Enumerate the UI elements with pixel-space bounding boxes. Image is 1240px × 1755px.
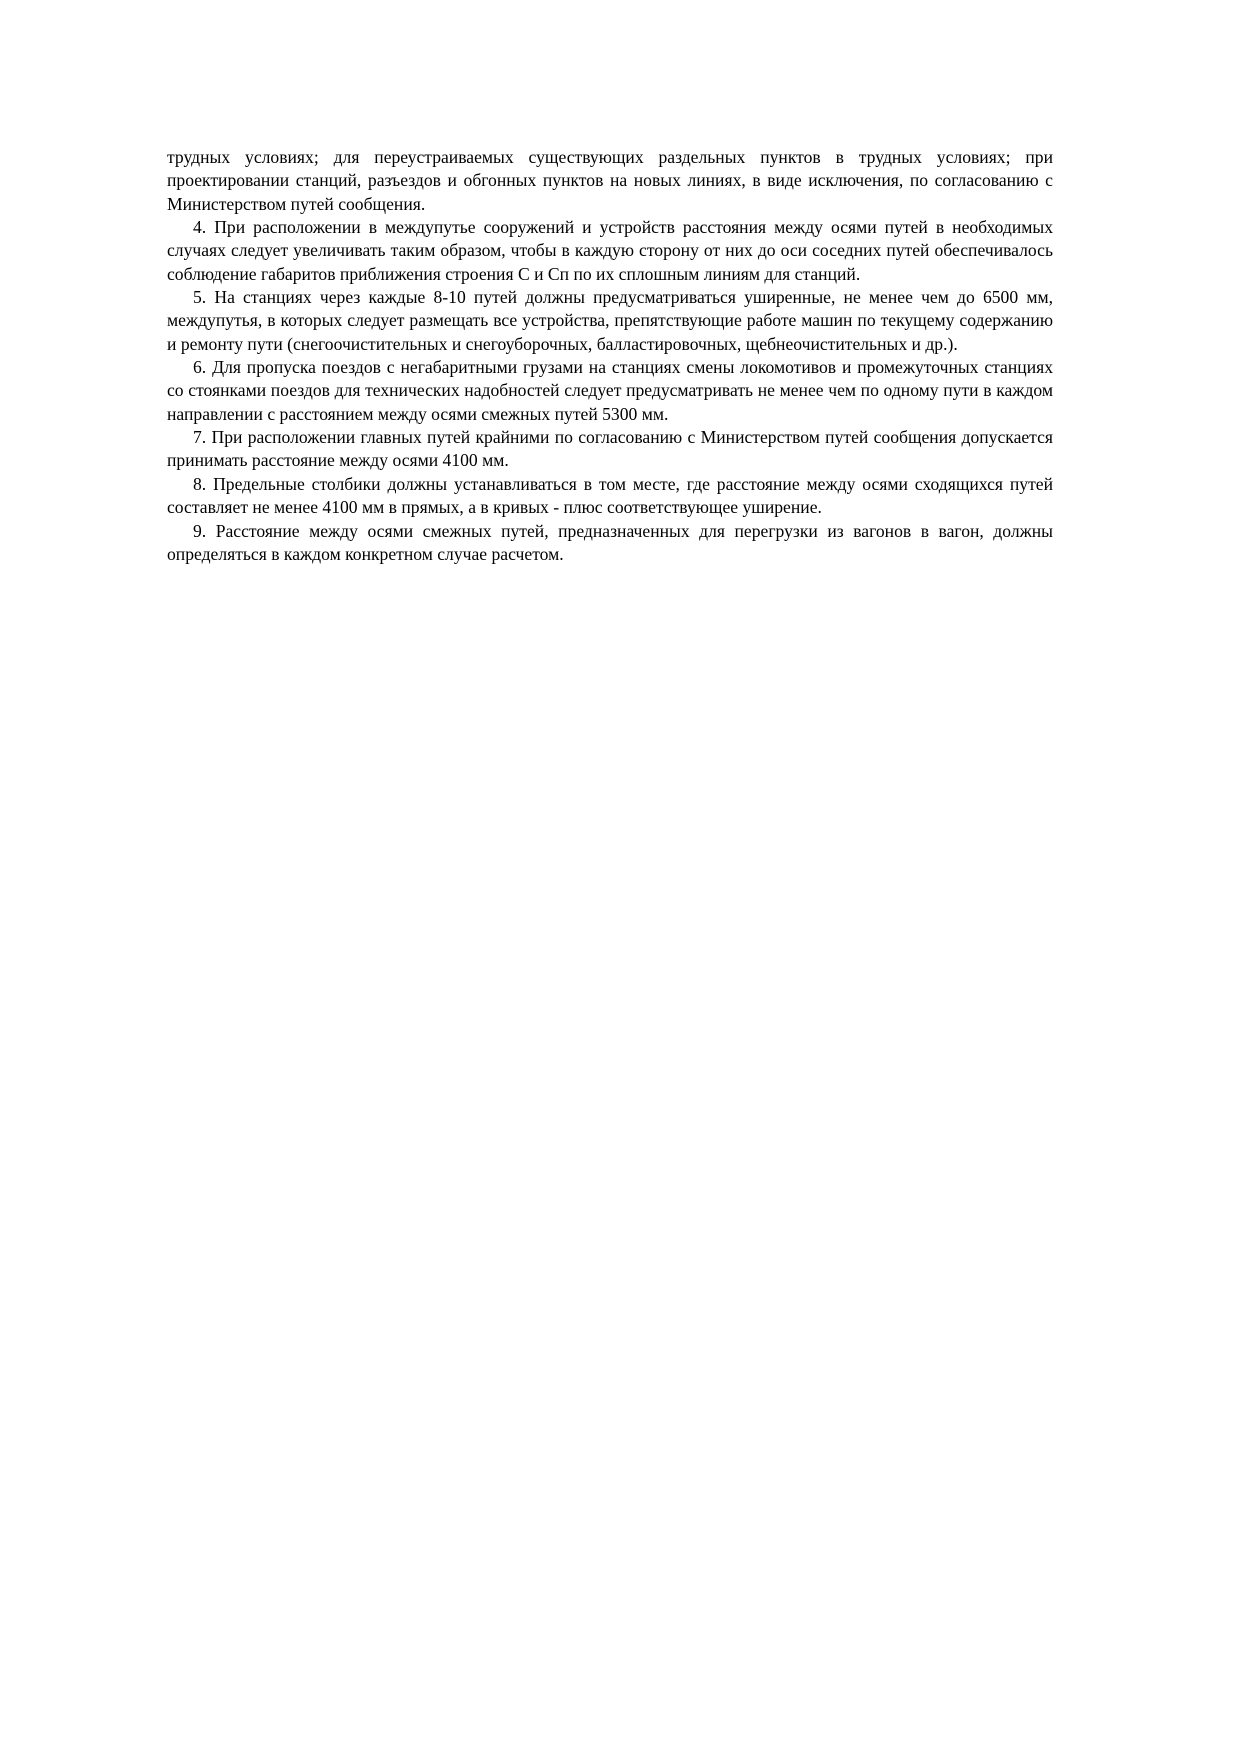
paragraph-item-5: 5. На станциях через каждые 8-10 путей должны предусматриваться уширенные, не менее чем до 6500 мм, междупутья, в которых следует размещать все устройства, препятствующие работе машин по текущему содержанию и ремонту пути (снегоочистительных и снегоуборочных, балластировочных, щебнеочистительных и др.). [167, 287, 1053, 354]
paragraph-item-7: 7. При расположении главных путей крайними по согласованию с Министерством путей сообщения допускается принимать расстояние между осями 4100 мм. [167, 427, 1053, 471]
paragraph-item-4: 4. При расположении в междупутье сооружений и устройств расстояния между осями путей в необходимых случаях следует увеличивать таким образом, чтобы в каждую сторону от них до оси соседних путей обеспечивалось соблюдение габаритов приближения строения С и Сп по их сплошным линиям для станций. [167, 217, 1053, 284]
paragraph-item-8: 8. Предельные столбики должны устанавливаться в том месте, где расстояние между осями сходящихся путей составляет не менее 4100 мм в прямых, а в кривых - плюс соответствующее уширение. [167, 473, 1053, 518]
document-text-block [167, 146, 1053, 566]
paragraph-item-6: 6. Для пропуска поездов с негабаритными грузами на станциях смены локомотивов и промежуточных станциях со стоянками поездов для технических надобностей следует предусматривать не менее чем по одному пути в каждом направлении с расстоянием между осями смежных путей 5300 мм. [167, 357, 1053, 424]
paragraph-item-9: 9. Расстояние между осями смежных путей, предназначенных для перегрузки из вагонов в вагон, должны определяться в каждом конкретном случае расчетом. [167, 520, 1053, 564]
paragraph-continuation: трудных условиях; для переустраиваемых существующих раздельных пунктов в трудных условиях; при проектировании станций, разъездов и обгонных пунктов на новых линиях, в виде исключения, по согласованию с Министерством путей сообщения. [167, 147, 1053, 214]
